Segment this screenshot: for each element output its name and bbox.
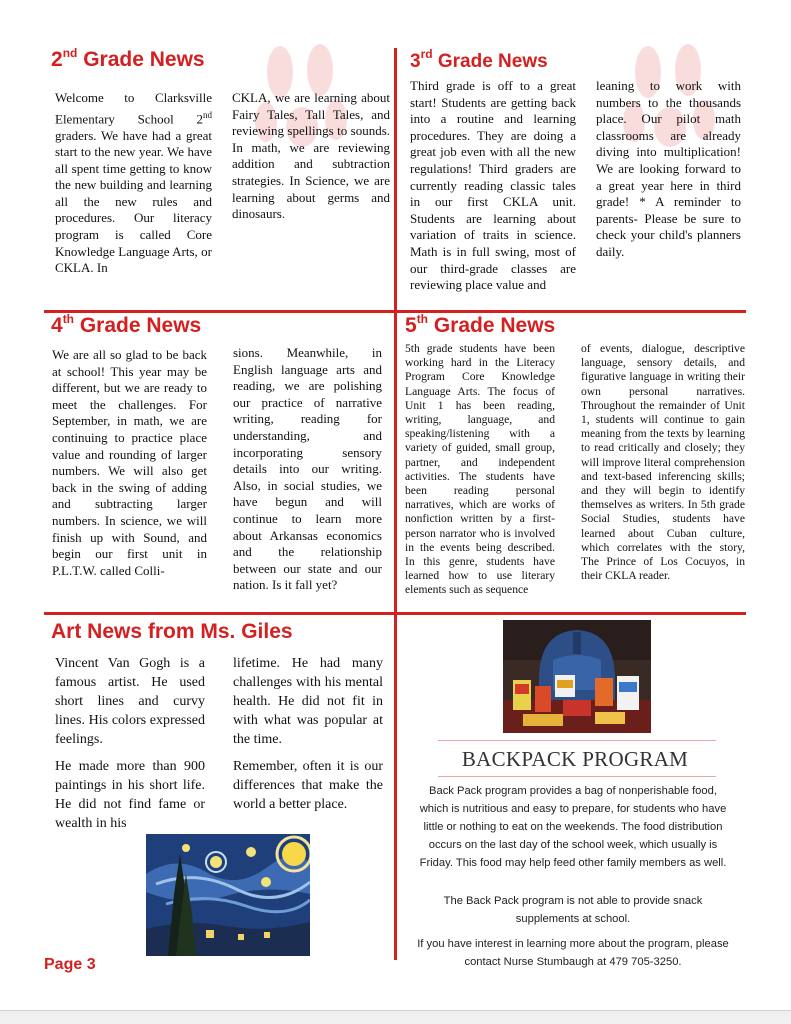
backpack-photo bbox=[503, 620, 651, 733]
starry-night-painting bbox=[146, 834, 310, 956]
grade2-column-1: Welcome to Clarksville Elementary School 2nd graders. We have had a great start to the new year. We have all spent time getting to know the new building and learning all the new rules and procedures. Our literacy program is called Core Knowledge Language Arts, or CKLA. In bbox=[55, 90, 212, 276]
art-paragraph: He made more than 900 paintings in his short life. He did not find fame or wealth in his bbox=[55, 759, 205, 831]
art-paragraph: Vincent Van Gogh is a famous artist. He used short lines and curvy lines. His colors expressed feelings. bbox=[55, 656, 205, 747]
page-number: Page 3 bbox=[44, 956, 96, 973]
backpack-paragraph-3: If you have interest in learning more about the program, please contact Nurse Stumbaugh at 479 705-3250. bbox=[417, 938, 729, 968]
grade3-column-2: leaning to work with numbers to the thousands place. Our pilot math classrooms are already diving into multiplication! We are looking forward to a great year here in third grade! * A reminder to parents- Please be sure to check your child's planners daily. bbox=[596, 78, 741, 259]
horizontal-divider-bottom bbox=[44, 612, 746, 615]
vertical-divider bbox=[394, 48, 397, 960]
art-column-2 bbox=[233, 654, 383, 814]
grade5-column-1: 5th grade students have been working hard in the Literacy Program Core Knowledge Language Arts. The focus of Unit 1 has been reading, writing, language, and speaking/listening with a variety of guided, small group, partner, and independent activities. The students have been reading personal narratives, which are works of nonfiction written by a first-person narrator who is involved in the events being described. In this genre, students have learned how to use literary elements such as sequence bbox=[405, 342, 555, 597]
art-paragraph: lifetime. He had many challenges with his mental health. He did not fit in with what was popular at the time. bbox=[233, 656, 383, 747]
grade2-heading: 2nd Grade News bbox=[51, 46, 205, 71]
art-paragraph: Remember, often it is our differences that make the world a better place. bbox=[233, 759, 383, 812]
grade3-column-1: Third grade is off to a great start! Students are getting back into a routine and learning procedures. They are doing a great job even with all the new regulations! Third graders are currently reading classic tales in our first CKLA unit. Students are learning about variation of traits in science. Math is in full swing, most of our third-grade classes are reviewing place value and bbox=[410, 78, 576, 293]
backpack-paragraph-2: The Back Pack program is not able to provide snack supplements at school. bbox=[443, 895, 703, 925]
art-heading: Art News from Ms. Giles bbox=[51, 620, 293, 643]
grade5-heading: 5th Grade News bbox=[405, 312, 556, 337]
grade4-column-2: sions. Meanwhile, in English language arts and reading, we are polishing our practice of narrative writing, reading for understanding, and incorporating sensory details into our writing. Also, in social studies, we have begun and will continue to learn more about Arkansas economics and the relationship between our state and our nation. Is it fall yet? bbox=[233, 345, 382, 593]
backpack-rule-top bbox=[438, 740, 716, 741]
grade3-heading: 3rd Grade News bbox=[410, 47, 548, 72]
art-column-1 bbox=[55, 654, 205, 833]
grade2-column-2: CKLA, we are learning about Fairy Tales, Tall Tales, and reviewing spellings to sounds. In math, we are reviewing addition and subtraction strategies. In Science, we are learning about germs and dinosaurs. bbox=[232, 90, 390, 222]
backpack-paragraph-1: Back Pack program provides a bag of nonperishable food, which is nutritious and easy to prepare, for students who have little or nothing to eat on the weekends. The food distribution occurs on the last day of the school week, which usually is Friday. This food may help feed other family members as well. bbox=[419, 785, 727, 869]
grade5-column-2: of events, dialogue, descriptive language, sensory details, and figurative language in writing their own personal narratives. Throughout the remainder of Unit 1, students will continue to gain meaning from the texts by learning to read critically and closely; they will improve literal comprehension and text-based inferencing skills; and they will begin to identify themselves as writers. In 5th grade Social Studies, students have learned about Cuban culture, which correlates with the story, The Prince of Los Cocuyos, in their CKLA reader. bbox=[581, 342, 745, 583]
grade4-column-1: We are all so glad to be back at school! This year may be different, but we are ready to meet the challenges. For September, in math, we are continuing to practice place value and rounding of larger numbers. We will also get back in the swing of adding and subtracting larger numbers. In science, we will finish up with Sound, and begin our first unit in P.L.T.W. called Colli- bbox=[52, 347, 207, 578]
backpack-title: BACKPACK PROGRAM bbox=[461, 747, 689, 771]
viewer-bottom-bar bbox=[0, 1010, 791, 1024]
backpack-rule-bottom bbox=[438, 776, 716, 777]
grade4-heading: 4th Grade News bbox=[51, 312, 202, 337]
